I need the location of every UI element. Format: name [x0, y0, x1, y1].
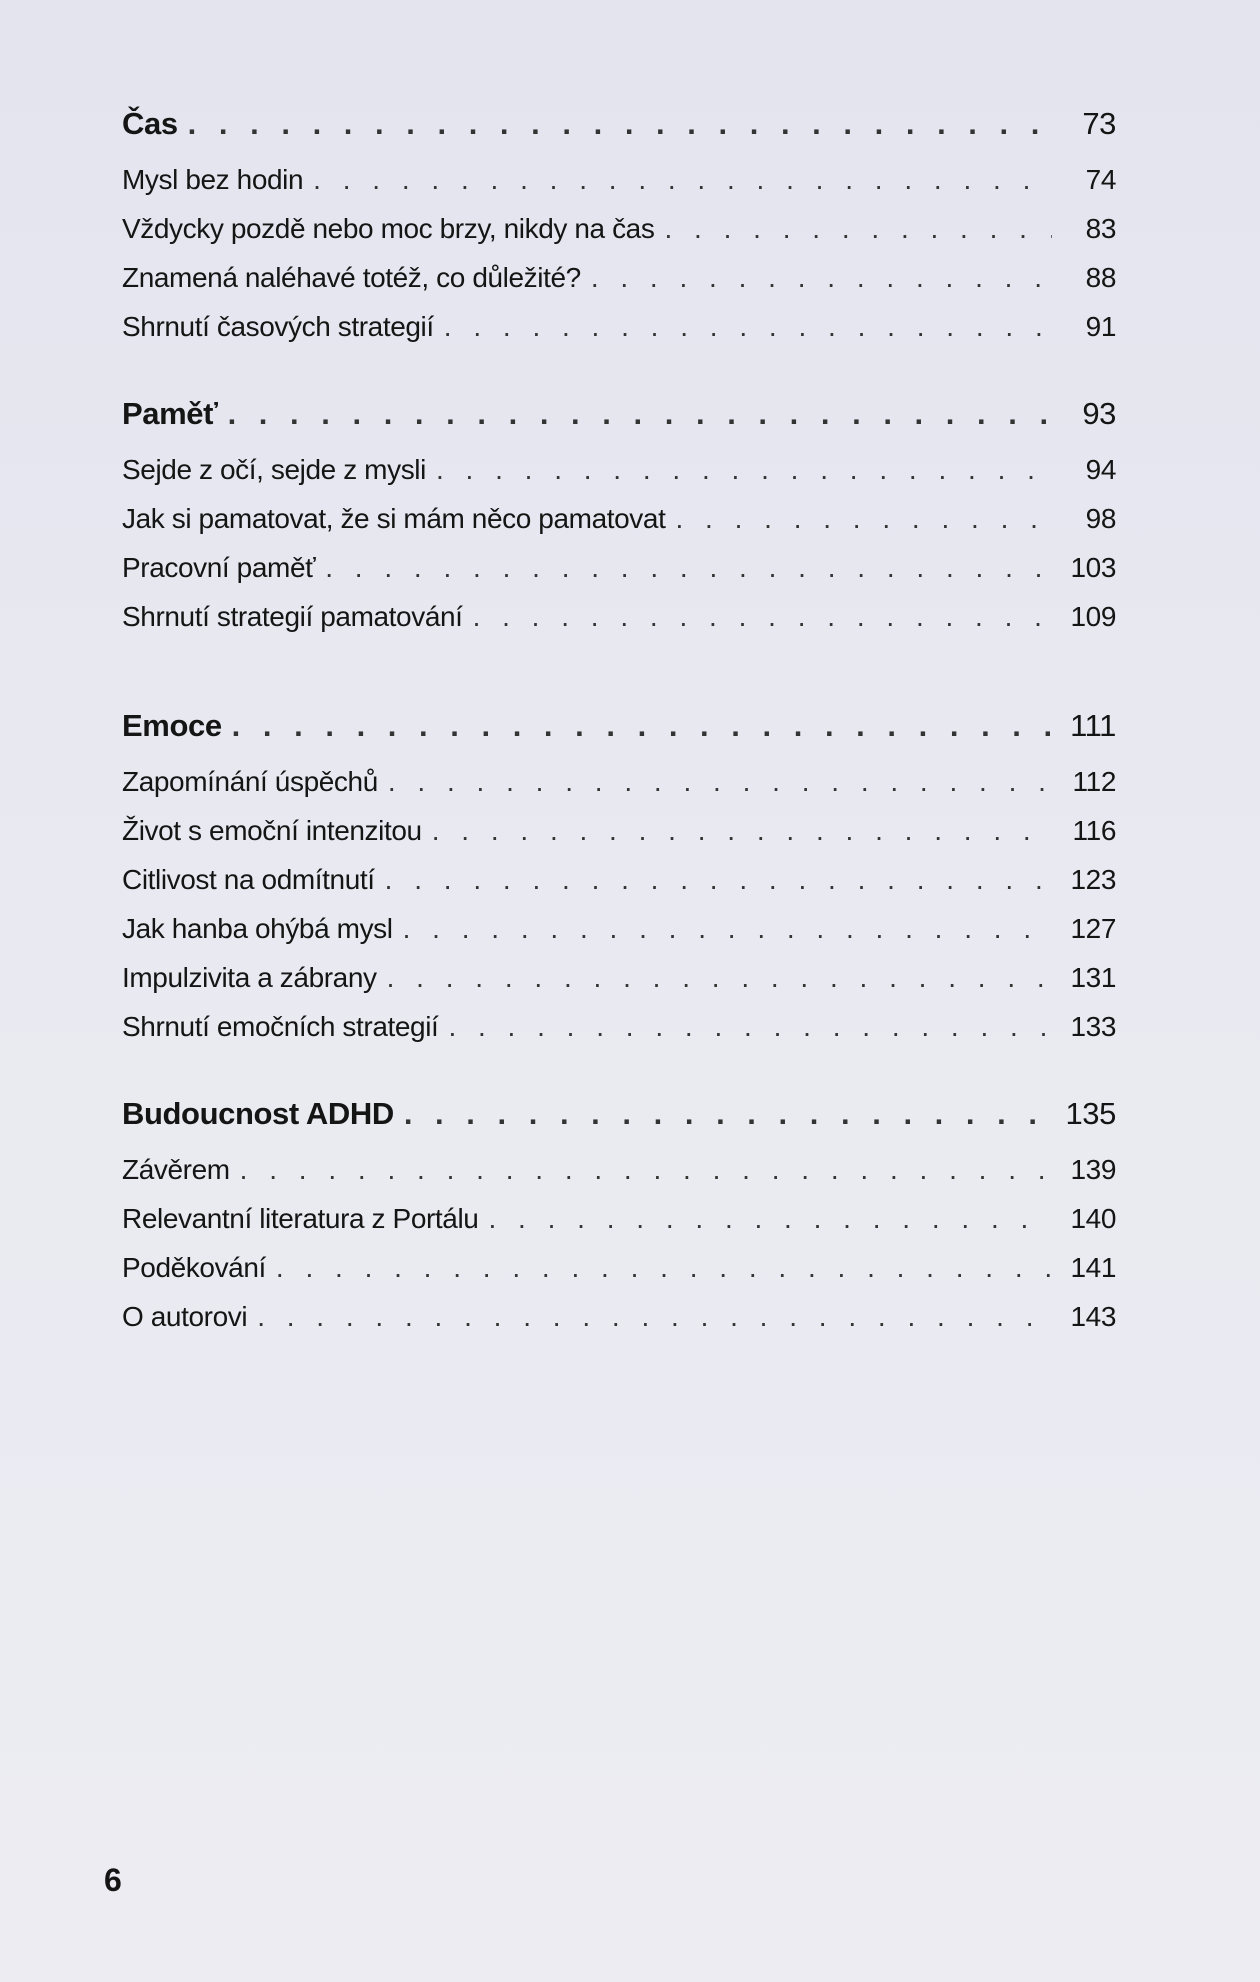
dot-leader [444, 311, 1052, 343]
dot-leader [387, 962, 1052, 994]
toc-entry-page: 131 [1070, 962, 1116, 993]
toc-entry [122, 552, 1116, 601]
toc-entry-title: Vždycky pozdě nebo moc brzy, nikdy na čas [122, 213, 655, 244]
toc-entry [122, 864, 1116, 913]
toc-entry-title: Shrnutí časových strategií [122, 311, 434, 342]
toc-entry-title: Impulzivita a zábrany [122, 962, 377, 993]
toc-entry [122, 1154, 1116, 1203]
toc-entry-page: 140 [1070, 1203, 1116, 1234]
toc-entry [122, 213, 1116, 262]
toc-entry-page: 112 [1072, 766, 1116, 797]
toc-entry [122, 766, 1116, 815]
dot-leader [257, 1301, 1052, 1333]
toc-entry [122, 1301, 1116, 1350]
dot-leader [240, 1154, 1052, 1186]
toc-entry-page: 133 [1070, 1011, 1116, 1042]
toc-entry-page: 83 [1085, 213, 1116, 244]
toc-entry-title: Pracovní paměť [122, 552, 316, 583]
dot-leader [473, 601, 1052, 633]
toc-heading [122, 708, 1116, 766]
dot-leader [276, 1252, 1052, 1284]
toc-entry-title: Shrnutí strategií pamatování [122, 601, 463, 632]
toc-entry-page: 74 [1085, 164, 1116, 195]
toc-entry [122, 262, 1116, 311]
toc-heading [122, 106, 1116, 164]
dot-leader [675, 503, 1052, 535]
dot-leader [448, 1011, 1052, 1043]
toc-section-emoce [122, 708, 1116, 1060]
toc-heading-title: Paměť [122, 396, 218, 431]
dot-leader [388, 766, 1052, 798]
toc-entry-title: Citlivost na odmítnutí [122, 864, 375, 895]
toc-entry-title: Relevantní literatura z Portálu [122, 1203, 479, 1234]
toc-heading-page: 111 [1070, 708, 1116, 743]
dot-leader [385, 864, 1052, 896]
toc-entry-page: 139 [1070, 1154, 1116, 1185]
toc-entry [122, 1011, 1116, 1060]
toc-heading-page: 73 [1082, 106, 1116, 141]
toc-heading-page: 135 [1065, 1096, 1116, 1131]
toc-entry [122, 1252, 1116, 1301]
dot-leader [313, 164, 1052, 196]
toc-entry-page: 127 [1070, 913, 1116, 944]
toc-heading [122, 396, 1116, 454]
page-number: 6 [104, 1862, 122, 1898]
toc-entry-page: 103 [1070, 552, 1116, 583]
dot-leader [325, 552, 1052, 584]
toc-heading-page: 93 [1082, 396, 1116, 431]
toc-entry-page: 98 [1085, 503, 1116, 534]
toc-entry-page: 143 [1070, 1301, 1116, 1332]
toc-heading [122, 1096, 1116, 1154]
toc-entry-page: 123 [1070, 864, 1116, 895]
toc-entry [122, 1203, 1116, 1252]
toc-entry-title: Shrnutí emočních strategií [122, 1011, 439, 1042]
toc-heading-title: Čas [122, 106, 178, 141]
toc-entry-title: Mysl bez hodin [122, 164, 304, 195]
toc-entry-title: Znamená naléhavé totéž, co důležité? [122, 262, 581, 293]
dot-leader [232, 708, 1052, 744]
toc-heading-title: Emoce [122, 708, 222, 743]
toc-entry-title: O autorovi [122, 1301, 248, 1332]
dot-leader [591, 262, 1052, 294]
dot-leader [488, 1203, 1052, 1235]
toc-entry [122, 913, 1116, 962]
toc-entry-title: Poděkování [122, 1252, 266, 1283]
toc-entry-page: 88 [1085, 262, 1116, 293]
dot-leader [664, 213, 1052, 245]
toc-entry-page: 91 [1085, 311, 1116, 342]
toc-entry [122, 164, 1116, 213]
toc-entry-title: Život s emoční intenzitou [122, 815, 422, 846]
toc-entry-title: Jak si pamatovat, že si mám něco pamatovat [122, 503, 666, 534]
toc-entry-page: 141 [1070, 1252, 1116, 1283]
toc-entry-page: 109 [1070, 601, 1116, 632]
toc-entry-title: Zapomínání úspěchů [122, 766, 378, 797]
toc-entry [122, 311, 1116, 360]
toc-entry [122, 962, 1116, 1011]
dot-leader [432, 815, 1052, 847]
toc-entry [122, 601, 1116, 650]
toc-entry-page: 94 [1085, 454, 1116, 485]
toc-entry-title: Závěrem [122, 1154, 230, 1185]
toc-entry [122, 454, 1116, 503]
toc-entry-title: Sejde z očí, sejde z mysli [122, 454, 426, 485]
dot-leader [228, 396, 1052, 432]
dot-leader [188, 106, 1052, 142]
toc-entry-page: 116 [1072, 815, 1116, 846]
toc-section-cas [122, 106, 1116, 360]
toc-heading-title: Budoucnost ADHD [122, 1096, 394, 1131]
dot-leader [436, 454, 1052, 486]
toc-entry [122, 503, 1116, 552]
toc-section-pamet [122, 396, 1116, 650]
dot-leader [403, 913, 1052, 945]
toc-entry-title: Jak hanba ohýbá mysl [122, 913, 393, 944]
table-of-contents [122, 106, 1116, 1386]
dot-leader [404, 1096, 1052, 1132]
toc-section-budoucnost [122, 1096, 1116, 1350]
toc-entry [122, 815, 1116, 864]
